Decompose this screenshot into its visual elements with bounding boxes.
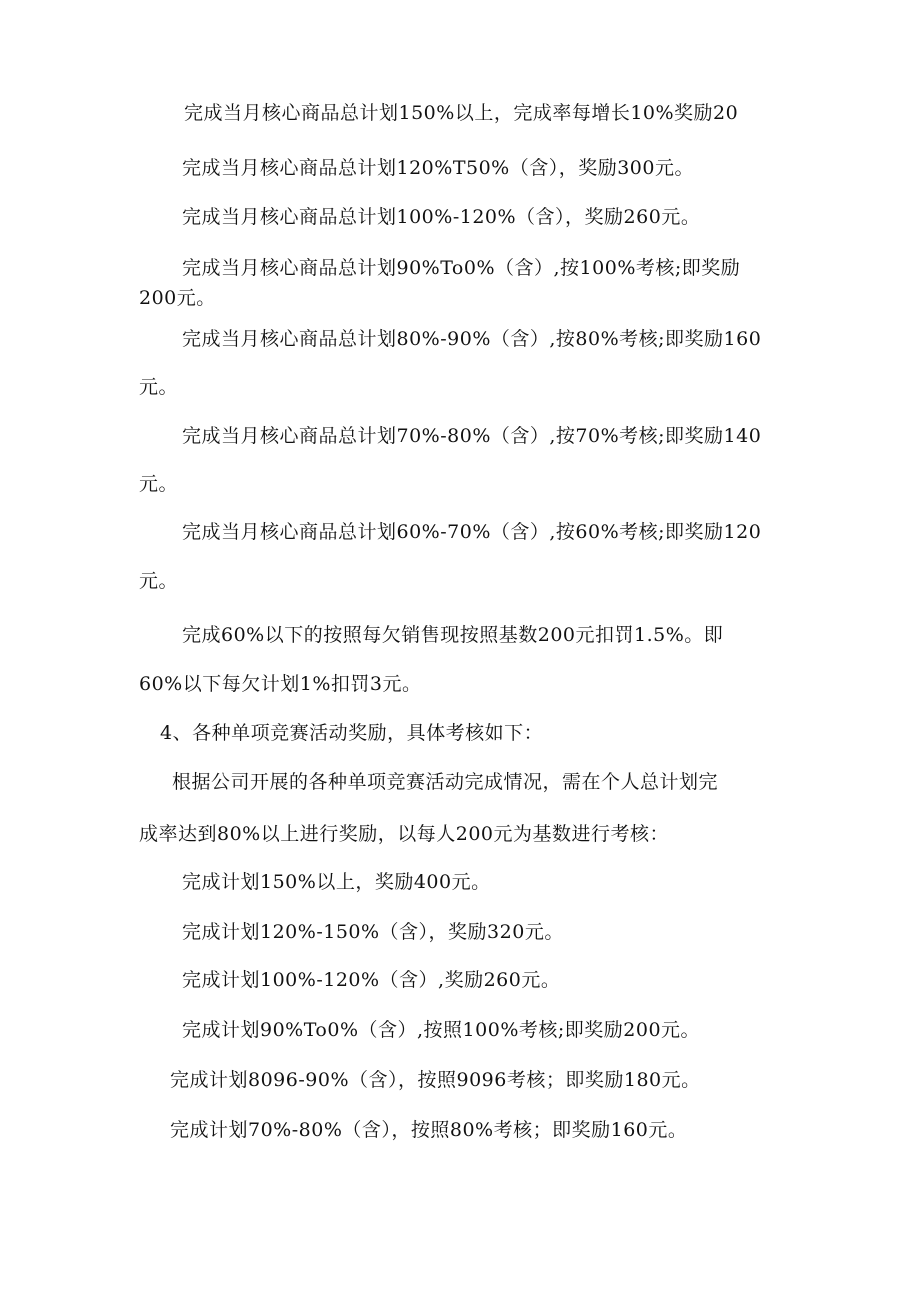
text-line: 完成当月核心商品总计划100%-120%（含），奖励260元。 <box>182 206 701 228</box>
text-line: 完成计划8096-90%（含），按照9096考核；即奖励180元。 <box>170 1069 701 1091</box>
text-line: 完成当月核心商品总计划120%T50%（含），奖励300元。 <box>182 157 694 179</box>
text-line: 完成计划100%-120%（含）,奖励260元。 <box>182 969 561 991</box>
text-line: 完成计划70%-80%（含），按照80%考核；即奖励160元。 <box>170 1119 688 1141</box>
text-line: 根据公司开展的各种单项竞赛活动完成情况，需在个人总计划完 <box>172 771 719 793</box>
text-line: 完成60%以下的按照每欠销售现按照基数200元扣罚1.5%。即 <box>182 624 724 646</box>
text-line: 完成当月核心商品总计划90%To0%（含）,按100%考核;即奖励 <box>182 257 741 279</box>
text-line: 完成当月核心商品总计划60%-70%（含）,按60%考核;即奖励120 <box>182 521 762 543</box>
text-line: 完成当月核心商品总计划80%-90%（含）,按80%考核;即奖励160 <box>182 328 762 350</box>
text-line: 元。 <box>139 376 179 398</box>
text-line: 元。 <box>139 473 179 495</box>
section-heading: 4、各种单项竞赛活动奖励，具体考核如下： <box>160 722 544 744</box>
text-line: 成率达到80%以上进行奖励，以每人200元为基数进行考核： <box>139 823 669 845</box>
text-line: 完成计划150%以上，奖励400元。 <box>182 871 491 893</box>
text-line: 完成当月核心商品总计划70%-80%（含）,按70%考核;即奖励140 <box>182 425 762 447</box>
text-line: 元。 <box>139 570 179 592</box>
text-line: 完成当月核心商品总计划150%以上，完成率每增长10%奖励20 <box>184 102 739 124</box>
text-line: 完成计划90%To0%（含）,按照100%考核;即奖励200元。 <box>182 1019 701 1041</box>
text-line: 60%以下每欠计划1%扣罚3元。 <box>139 673 422 695</box>
text-line: 完成计划120%-150%（含），奖励320元。 <box>182 921 564 943</box>
text-line: 200元。 <box>139 287 216 309</box>
